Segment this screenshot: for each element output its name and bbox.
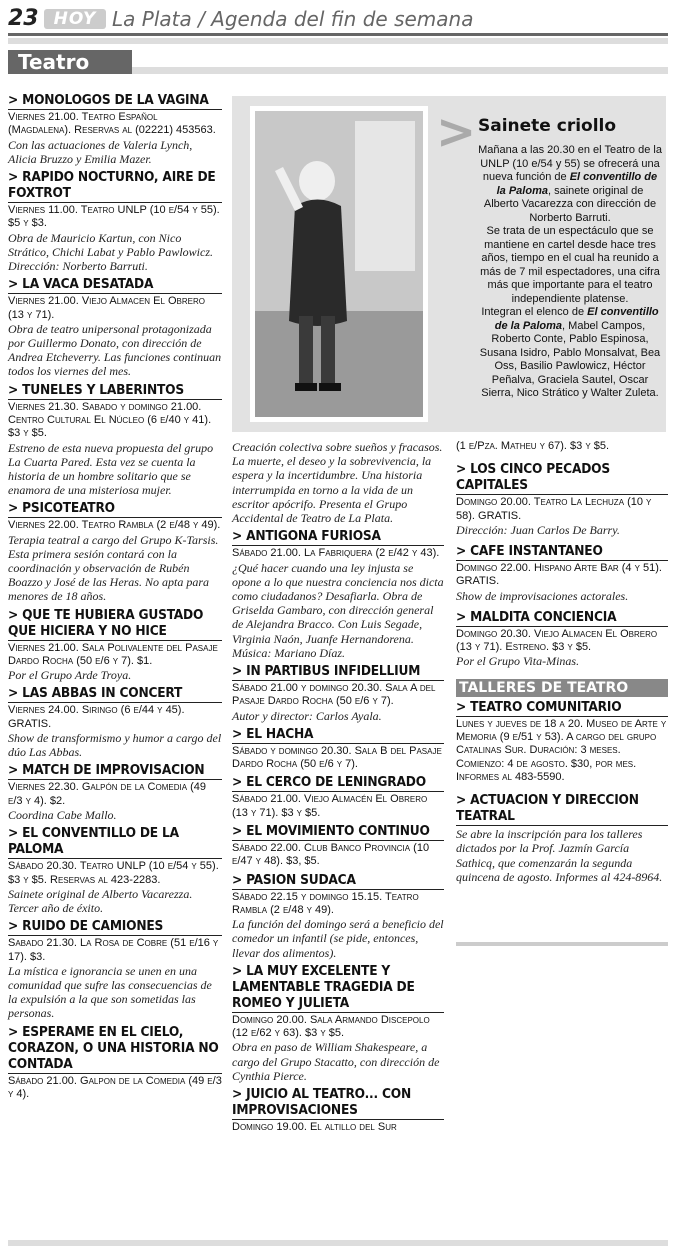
- listing-entry: [232, 774, 444, 820]
- listing-description: Coordina Cabe Mallo.: [8, 808, 117, 823]
- listing-description: Sainete original de Alberto Vacarezza. Tercer año de éxito.: [8, 886, 193, 916]
- page-title: La Plata / Agenda del fin de semana: [112, 7, 474, 31]
- listing-info: Viernes 22.30. Galpón de la Comedia (49 e/3 y 4). $2.: [8, 781, 207, 807]
- listing-description: Por el Grupo Vita-Minas.: [456, 654, 580, 669]
- listing-title: > EL MOVIMIENTO CONTINUO: [232, 823, 444, 841]
- listing-title: > LA VACA DESATADA: [8, 276, 222, 294]
- listing-description: Estreno de esta nueva propuesta del grupo La Cuarta Pared. Esta vez se cuenta la historia de un hombre solitario que se enamora de una misteriosa mujer.: [8, 440, 214, 498]
- listing-title: > MATCH DE IMPROVISACION: [8, 762, 222, 780]
- column-1: [8, 92, 222, 1104]
- listing-description: Show de improvisaciones actorales.: [456, 588, 629, 603]
- listing-info: Domingo 20.00. Sala Armando Discepolo (12 e/62 y 63). $3 y $5.: [232, 1013, 430, 1040]
- listing-entry: [8, 825, 222, 915]
- listing-title: > MONOLOGOS DE LA VAGINA: [8, 92, 222, 110]
- listing-title: > IN PARTIBUS INFIDELLIUM: [232, 663, 444, 681]
- listing-entry: [456, 609, 668, 669]
- listing-description: Por el Grupo Arde Troya.: [8, 668, 132, 683]
- listing-entry: [8, 169, 222, 273]
- listing-title: > RAPIDO NOCTURNO, AIRE DE FOXTROT: [8, 169, 222, 203]
- section-bar: [132, 67, 668, 74]
- listing-entry: [456, 792, 668, 884]
- listing-info: Domingo 20.00. Teatro La Lechuza (10 y 58). GRATIS.: [456, 496, 652, 522]
- page-number: 23: [8, 6, 39, 31]
- feature-p1c: , sainete original de Alberto Vacarezza con dirección de Norberto Barruti.: [483, 184, 657, 224]
- listing-info: Sábado 21.00. Viejo Almacén El Obrero (13 y 71). $3 y $5.: [232, 793, 428, 819]
- listing-description: Obra de teatro unipersonal protagonizada por Guillermo Donato, con dirección de Andrea Etcheverry. Las funciones continuan todos los viernes del mes.: [8, 321, 222, 379]
- feature-p1a: Mañana a las 20.30 en el Teatro de la UNLP (10 e/54 y 55) se ofrecerá una nueva función de: [478, 144, 662, 183]
- listing-title: > EL CONVENTILLO DE LA PALOMA: [8, 825, 222, 859]
- listing-description: Obra en paso de William Shakespeare, a cargo del Grupo Stacatto, con dirección de Cynthia Pierce.: [232, 1040, 440, 1083]
- feature-p3c: , Mabel Campos, Roberto Conte, Pablo Espinosa, Susana Isidro, Pablo Monsalvat, Bea Oss, Basilio Pawlowicz, Héctor Peñalva, Graciela Sautel, Oscar Sierra, Nico Strático y Walter Zuleta.: [479, 319, 661, 399]
- listing-info: Domingo 19.00. El altillo del Sur: [232, 1120, 397, 1133]
- listing-entry: [8, 1024, 222, 1102]
- actor-figure-illustration: [255, 111, 423, 417]
- listing-entry: [8, 685, 222, 759]
- listing-title: > EL HACHA: [232, 726, 444, 744]
- listing-title: > PASION SUDACA: [232, 872, 444, 890]
- listing-description: ¿Qué hacer cuando una ley injusta se opone a lo que nuestra conciencia nos dicta como ciudadanos? Desafiarla. Obra de Griselda Gambaro, con dirección general de Alejandra Bracco. Con Luis Segade, Virginia Naón, Juanfe Hernandorena. Música: Mariano Díaz.: [232, 560, 444, 660]
- listing-description: Obra de Mauricio Kartun, con Nico Strático, Chichi Labat y Pablo Pawlowicz. Dirección: Norberto Barruti.: [8, 230, 213, 273]
- listing-entry: [8, 92, 222, 166]
- listing-info: Sábado 21.00. Galpon de la Comedia (49 e/3 y 4).: [8, 1074, 222, 1100]
- listing-info: Sabado 21.30. La Rosa de Cobre (51 e/16 y 17). $3.: [8, 937, 219, 963]
- section-label: Teatro: [8, 50, 132, 74]
- listing-entry: [456, 543, 668, 603]
- listing-title: > LA MUY EXCELENTE Y LAMENTABLE TRAGEDIA DE ROMEO Y JULIETA: [232, 963, 444, 1013]
- listing-info: Viernes 22.00. Teatro Rambla (2 e/48 y 49).: [8, 519, 221, 532]
- listing-entry: [232, 963, 444, 1083]
- header-rule: [8, 33, 668, 36]
- listing-entry: [232, 663, 444, 723]
- listing-description: Autor y director: Carlos Ayala.: [232, 708, 382, 723]
- listing-title: > ANTIGONA FURIOSA: [232, 528, 444, 546]
- listing-info: Domingo 22.00. Hispano Arte Bar (4 y 51). GRATIS.: [456, 562, 662, 588]
- feature-p3b: El conventillo de la Paloma: [494, 306, 659, 332]
- listing-title: > ACTUACION Y DIRECCION TEATRAL: [456, 792, 668, 826]
- col2-lead: Creación colectiva sobre sueños y fracasos. La muerte, el deseo y la sobrevivencia, la espera y la incertidumbre. Una historia interrumpida en torno a la vida de un escritor apócrifo. Presenta el Grupo Accidental de Teatro de La Plata.: [232, 440, 443, 526]
- listing-info: Sábado 21.00 y domingo 20.30. Sala A del Pasaje Dardo Rocha (50 e/6 y 7).: [232, 681, 436, 708]
- listing-description: Terapia teatral a cargo del Grupo K-Tarsis. Esta primera sesión contará con la coordinación y observación de Rubén Boazzo y José de las Heras. No apta para menores de 18 años.: [8, 532, 219, 604]
- listing-title: > PSICOTEATRO: [8, 500, 222, 518]
- listing-info: Sábado 22.00. Club Banco Provincia (10 e/47 y 48). $3, $5.: [232, 841, 430, 868]
- listing-info: Sábado 20.30. Teatro UNLP (10 e/54 y 55). $3 y $5. Reservas al 423-2283.: [8, 860, 219, 886]
- listing-info: Lunes y jueves de 18 a 20. Museo de Arte y Memoria (9 e/51 y 53). A cargo del grupo Catalinas Sur. Duración: 3 meses. Comienzo: 4 de agosto. $30, por mes. Informes al 483-5590.: [456, 717, 667, 783]
- listing-entry: [232, 872, 444, 960]
- listing-title: > JUICIO AL TEATRO... CON IMPROVISACIONES: [232, 1086, 444, 1120]
- feature-p2: Se trata de un espectáculo que se mantiene en cartel desde hace tres años, tiempo en el cual ha reunido a más de 7 mil espectadores, una cifra más que importante para el teatro independiente platense.: [480, 225, 660, 305]
- feature-photo: [250, 106, 428, 422]
- talleres-list: [456, 699, 668, 884]
- listing-title: > TUNELES Y LABERINTOS: [8, 382, 222, 400]
- col2-list: [232, 528, 444, 1134]
- feature-body: [478, 144, 662, 401]
- photo-image: [255, 111, 423, 417]
- column-2: [232, 440, 444, 1137]
- bottom-rule: [8, 1240, 668, 1246]
- listing-description: Con las actuaciones de Valeria Lynch, Alicia Bruzzo y Emilia Mazer.: [8, 137, 193, 166]
- page-header: [8, 6, 668, 32]
- listing-info: Viernes 21.00. Teatro Español (Magdalena). Reservas al (02221) 453563.: [8, 111, 216, 137]
- column-3-rule: [456, 942, 668, 946]
- listing-title: > LOS CINCO PECADOS CAPITALES: [456, 461, 668, 495]
- column-3: [456, 440, 668, 892]
- listing-info: Viernes 24.00. Siringo (6 e/44 y 45). GRATIS.: [8, 704, 185, 730]
- listing-entry: [8, 607, 222, 683]
- section-tab: [8, 50, 668, 76]
- listing-entry: [8, 500, 222, 603]
- listing-title: > MALDITA CONCIENCIA: [456, 609, 668, 627]
- newspaper-logo: HOY: [44, 9, 106, 29]
- listing-entry: [8, 276, 222, 378]
- listing-description: La función del domingo será a beneficio del comedor un infantil (se pide, entonces, llevar dos alimentos).: [232, 917, 444, 960]
- chevron-right-icon: >: [436, 104, 477, 160]
- listing-entry: [232, 823, 444, 869]
- listing-info: Viernes 21.30. Sabado y domingo 21.00. Centro Cultural El Núcleo (6 e/40 y 41). $3 y $5.: [8, 400, 212, 440]
- col3-lead: (1 e/Pza. Matheu y 67). $3 y $5.: [456, 440, 610, 452]
- listing-title: > LAS ABBAS IN CONCERT: [8, 685, 222, 703]
- listing-entry: [232, 726, 444, 772]
- talleres-heading: TALLERES DE TEATRO: [456, 679, 668, 697]
- listing-title: > QUE TE HUBIERA GUSTADO QUE HICIERA Y NO HICE: [8, 607, 222, 641]
- listing-info: Domingo 20.30. Viejo Almacen El Obrero (13 y 71). Estreno. $3 y $5.: [456, 627, 658, 654]
- listing-title: > RUIDO DE CAMIONES: [8, 918, 222, 936]
- listing-description: Show de transformismo y humor a cargo del dúo Las Abbas.: [8, 731, 222, 760]
- listing-entry: [456, 699, 668, 784]
- header-rule-light: [8, 38, 668, 44]
- listing-description: La mística e ignorancia se unen en una comunidad que sufre las consecuencias de la expulsión a la que son sometidas las personas.: [8, 963, 212, 1021]
- listing-info: Viernes 11.00. Teatro UNLP (10 e/54 y 55). $5 y $3.: [8, 204, 220, 230]
- listing-entry: [232, 1086, 444, 1134]
- listing-description: Dirección: Juan Carlos De Barry.: [456, 522, 620, 537]
- listing-info: Sábado 22.15 y domingo 15.15. Teatro Rambla (2 e/48 y 49).: [232, 890, 419, 916]
- listing-title: > ESPERAME EN EL CIELO, CORAZON, O UNA HISTORIA NO CONTADA: [8, 1024, 222, 1074]
- listing-entry: [8, 918, 222, 1020]
- listing-info: Sábado 21.00. La Fabriquera (2 e/42 y 43).: [232, 547, 440, 560]
- listing-entry: [8, 382, 222, 498]
- listing-description: Se abre la inscripción para los talleres dictados por la Prof. Jazmín García Sathicq, que comenzarán la segunda quincena de agosto. Informes al 424-8964.: [456, 827, 663, 884]
- listing-info: Viernes 21.00. Sala Polivalente del Pasaje Dardo Rocha (50 e/6 y 7). $1.: [8, 641, 218, 667]
- listing-entry: [8, 762, 222, 822]
- listing-entry: [232, 528, 444, 660]
- listing-title: > TEATRO COMUNITARIO: [456, 699, 668, 717]
- feature-box: [232, 96, 666, 432]
- feature-title: Sainete criollo: [478, 116, 617, 136]
- listing-title: > EL CERCO DE LENINGRADO: [232, 774, 444, 792]
- feature-p3a: Integran el elenco de: [481, 306, 588, 318]
- listing-title: > CAFE INSTANTANEO: [456, 543, 668, 561]
- listing-info: Viernes 21.00. Viejo Almacen El Obrero (13 y 71).: [8, 295, 205, 321]
- listing-entry: [456, 461, 668, 537]
- col3-list: [456, 461, 668, 668]
- feature-p1b: El conventillo de la Paloma: [496, 171, 658, 197]
- listing-info: Sábado y domingo 20.30. Sala B del Pasaje Dardo Rocha (50 e/6 y 7).: [232, 744, 442, 771]
